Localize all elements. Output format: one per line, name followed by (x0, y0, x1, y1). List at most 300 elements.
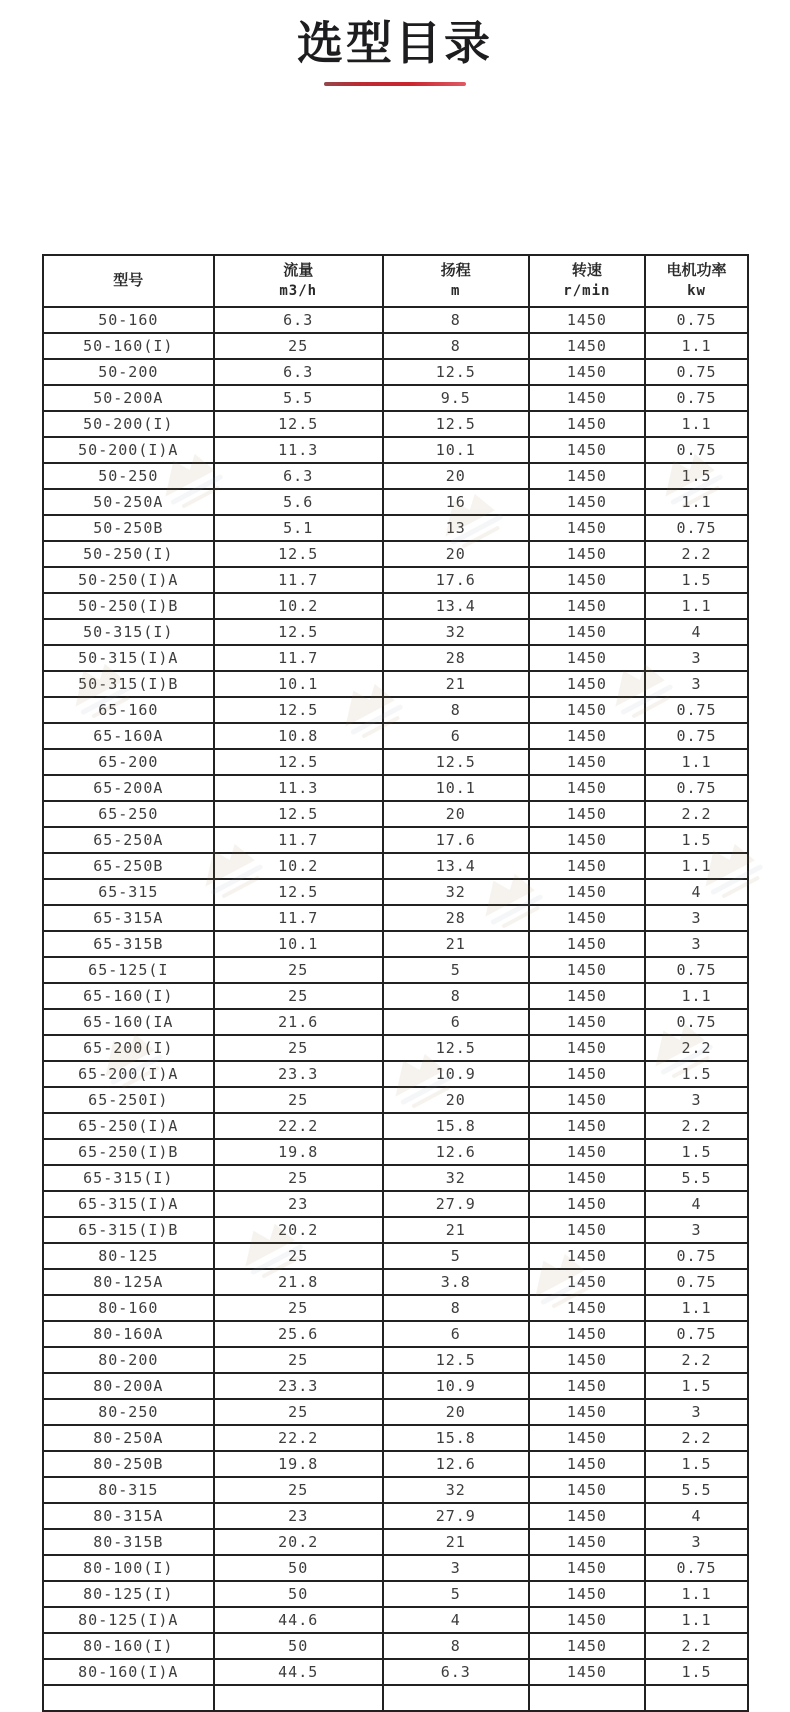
table-row (43, 1477, 748, 1503)
model-cell: 65-125(I (43, 957, 214, 983)
power-cell: 3 (645, 931, 748, 957)
model-cell: 80-125(I)A (43, 1607, 214, 1633)
head-cell: 12.5 (383, 749, 529, 775)
table-header (43, 255, 748, 307)
model-cell: 80-250A (43, 1425, 214, 1451)
table-row (43, 1399, 748, 1425)
head-cell: 20 (383, 1087, 529, 1113)
flow-cell: 6.3 (214, 307, 383, 333)
speed-cell: 1450 (529, 489, 645, 515)
power-cell: 2.2 (645, 1425, 748, 1451)
speed-cell: 1450 (529, 1607, 645, 1633)
speed-cell: 1450 (529, 307, 645, 333)
table-row (43, 1581, 748, 1607)
head-cell: 32 (383, 619, 529, 645)
head-cell: 32 (383, 1477, 529, 1503)
flow-cell: 5.5 (214, 385, 383, 411)
flow-cell (214, 1685, 383, 1711)
model-cell: 80-200A (43, 1373, 214, 1399)
head-cell: 8 (383, 1633, 529, 1659)
column-unit: m3/h (279, 283, 318, 300)
model-cell: 50-315(I) (43, 619, 214, 645)
head-cell: 13.4 (383, 853, 529, 879)
head-cell: 10.1 (383, 775, 529, 801)
speed-cell: 1450 (529, 1581, 645, 1607)
speed-cell: 1450 (529, 1373, 645, 1399)
power-cell: 0.75 (645, 437, 748, 463)
column-label: 型号 (113, 271, 144, 289)
power-cell: 3 (645, 1217, 748, 1243)
table-row (43, 1269, 748, 1295)
flow-cell: 25 (214, 983, 383, 1009)
speed-cell: 1450 (529, 515, 645, 541)
model-cell: 50-200(I)A (43, 437, 214, 463)
power-cell: 4 (645, 619, 748, 645)
flow-cell: 10.2 (214, 853, 383, 879)
table-row (43, 437, 748, 463)
table-row (43, 619, 748, 645)
speed-cell: 1450 (529, 905, 645, 931)
model-cell: 50-200(I) (43, 411, 214, 437)
table-row (43, 463, 748, 489)
speed-cell: 1450 (529, 1321, 645, 1347)
table-row (43, 645, 748, 671)
power-cell: 0.75 (645, 1009, 748, 1035)
speed-cell: 1450 (529, 983, 645, 1009)
flow-cell: 25 (214, 1165, 383, 1191)
head-cell: 12.5 (383, 411, 529, 437)
table-row (43, 1217, 748, 1243)
head-cell: 8 (383, 1295, 529, 1321)
head-cell: 20 (383, 801, 529, 827)
flow-cell: 11.3 (214, 775, 383, 801)
model-cell: 65-315 (43, 879, 214, 905)
flow-cell: 44.5 (214, 1659, 383, 1685)
table-body (43, 307, 748, 1711)
power-cell: 3 (645, 1087, 748, 1113)
speed-cell: 1450 (529, 749, 645, 775)
head-cell: 5 (383, 1581, 529, 1607)
model-cell: 80-250B (43, 1451, 214, 1477)
table-row (43, 1555, 748, 1581)
head-cell: 27.9 (383, 1191, 529, 1217)
model-cell: 65-250 (43, 801, 214, 827)
head-cell: 28 (383, 645, 529, 671)
table-row (43, 1009, 748, 1035)
speed-cell: 1450 (529, 1061, 645, 1087)
flow-cell: 25 (214, 1243, 383, 1269)
flow-cell: 23.3 (214, 1373, 383, 1399)
head-cell: 15.8 (383, 1113, 529, 1139)
flow-cell: 19.8 (214, 1139, 383, 1165)
model-cell: 50-250(I)B (43, 593, 214, 619)
power-cell: 2.2 (645, 801, 748, 827)
model-cell: 65-250(I)B (43, 1139, 214, 1165)
table-row (43, 1347, 748, 1373)
flow-cell: 23.3 (214, 1061, 383, 1087)
table-row (43, 1243, 748, 1269)
power-cell: 4 (645, 1191, 748, 1217)
head-cell: 6 (383, 723, 529, 749)
model-cell: 50-200 (43, 359, 214, 385)
head-cell: 27.9 (383, 1503, 529, 1529)
head-cell: 21 (383, 1529, 529, 1555)
table-row (43, 1529, 748, 1555)
model-cell: 65-250(I)A (43, 1113, 214, 1139)
speed-cell: 1450 (529, 619, 645, 645)
model-cell: 50-200A (43, 385, 214, 411)
model-cell: 65-315B (43, 931, 214, 957)
speed-cell: 1450 (529, 853, 645, 879)
power-cell: 5.5 (645, 1165, 748, 1191)
speed-cell: 1450 (529, 1659, 645, 1685)
power-cell: 1.5 (645, 567, 748, 593)
table-row (43, 359, 748, 385)
power-cell: 1.1 (645, 1581, 748, 1607)
head-cell: 8 (383, 983, 529, 1009)
flow-cell: 5.6 (214, 489, 383, 515)
power-cell: 5.5 (645, 1477, 748, 1503)
table-row (43, 1321, 748, 1347)
model-cell: 65-315(I)B (43, 1217, 214, 1243)
table-row (43, 697, 748, 723)
power-cell: 1.1 (645, 1295, 748, 1321)
speed-cell: 1450 (529, 593, 645, 619)
column-header-speed (529, 255, 645, 307)
flow-cell: 25 (214, 1087, 383, 1113)
head-cell: 8 (383, 697, 529, 723)
flow-cell: 11.7 (214, 827, 383, 853)
model-cell: 65-315(I) (43, 1165, 214, 1191)
speed-cell: 1450 (529, 1555, 645, 1581)
table-row (43, 1035, 748, 1061)
power-cell: 3 (645, 1399, 748, 1425)
speed-cell: 1450 (529, 1633, 645, 1659)
power-cell (645, 1685, 748, 1711)
model-cell: 65-200 (43, 749, 214, 775)
head-cell: 17.6 (383, 827, 529, 853)
power-cell: 1.5 (645, 1451, 748, 1477)
speed-cell: 1450 (529, 1295, 645, 1321)
power-cell: 0.75 (645, 515, 748, 541)
power-cell: 0.75 (645, 1321, 748, 1347)
model-cell: 65-250B (43, 853, 214, 879)
model-cell: 50-160(I) (43, 333, 214, 359)
speed-cell: 1450 (529, 463, 645, 489)
flow-cell: 50 (214, 1633, 383, 1659)
speed-cell: 1450 (529, 801, 645, 827)
head-cell: 12.6 (383, 1139, 529, 1165)
flow-cell: 22.2 (214, 1113, 383, 1139)
power-cell: 1.1 (645, 593, 748, 619)
model-cell: 50-315(I)B (43, 671, 214, 697)
column-header-power (645, 255, 748, 307)
model-cell: 50-160 (43, 307, 214, 333)
head-cell: 5 (383, 957, 529, 983)
power-cell: 0.75 (645, 307, 748, 333)
power-cell: 1.5 (645, 463, 748, 489)
table-row (43, 1425, 748, 1451)
model-cell: 65-315(I)A (43, 1191, 214, 1217)
flow-cell: 25.6 (214, 1321, 383, 1347)
column-header-model (43, 255, 214, 307)
model-cell: 80-160(I)A (43, 1659, 214, 1685)
speed-cell: 1450 (529, 1503, 645, 1529)
power-cell: 4 (645, 1503, 748, 1529)
model-cell: 65-200A (43, 775, 214, 801)
speed-cell: 1450 (529, 645, 645, 671)
head-cell: 13.4 (383, 593, 529, 619)
flow-cell: 10.1 (214, 931, 383, 957)
power-cell: 2.2 (645, 1035, 748, 1061)
flow-cell: 6.3 (214, 463, 383, 489)
model-cell: 80-125 (43, 1243, 214, 1269)
flow-cell: 10.2 (214, 593, 383, 619)
model-cell: 80-250 (43, 1399, 214, 1425)
speed-cell: 1450 (529, 1425, 645, 1451)
table-row (43, 1295, 748, 1321)
model-cell: 50-250 (43, 463, 214, 489)
speed-cell: 1450 (529, 1165, 645, 1191)
head-cell: 17.6 (383, 567, 529, 593)
flow-cell: 25 (214, 957, 383, 983)
speed-cell: 1450 (529, 1243, 645, 1269)
table-row (43, 957, 748, 983)
table-row (43, 801, 748, 827)
table-row (43, 541, 748, 567)
model-cell: 80-125A (43, 1269, 214, 1295)
head-cell: 10.9 (383, 1061, 529, 1087)
table-row (43, 489, 748, 515)
power-cell: 2.2 (645, 1113, 748, 1139)
catalog-page (0, 17, 790, 1681)
flow-cell: 20.2 (214, 1217, 383, 1243)
speed-cell (529, 1685, 645, 1711)
table-row (43, 1191, 748, 1217)
power-cell: 0.75 (645, 1243, 748, 1269)
flow-cell: 23 (214, 1503, 383, 1529)
head-cell: 3.8 (383, 1269, 529, 1295)
table-row (43, 411, 748, 437)
column-header-head (383, 255, 529, 307)
power-cell: 3 (645, 645, 748, 671)
speed-cell: 1450 (529, 333, 645, 359)
power-cell: 1.5 (645, 1373, 748, 1399)
speed-cell: 1450 (529, 541, 645, 567)
model-cell: 80-160(I) (43, 1633, 214, 1659)
head-cell (383, 1685, 529, 1711)
power-cell: 0.75 (645, 385, 748, 411)
head-cell: 9.5 (383, 385, 529, 411)
table-row-clipped (43, 1685, 748, 1711)
head-cell: 15.8 (383, 1425, 529, 1451)
speed-cell: 1450 (529, 775, 645, 801)
power-cell: 1.5 (645, 1061, 748, 1087)
flow-cell: 11.7 (214, 645, 383, 671)
head-cell: 21 (383, 671, 529, 697)
power-cell: 0.75 (645, 359, 748, 385)
table-row (43, 723, 748, 749)
table-row (43, 333, 748, 359)
flow-cell: 12.5 (214, 879, 383, 905)
power-cell: 1.1 (645, 749, 748, 775)
table-row (43, 1087, 748, 1113)
model-cell: 65-200(I) (43, 1035, 214, 1061)
model-cell: 65-315A (43, 905, 214, 931)
model-cell: 80-160A (43, 1321, 214, 1347)
speed-cell: 1450 (529, 1529, 645, 1555)
speed-cell: 1450 (529, 385, 645, 411)
model-cell: 80-315B (43, 1529, 214, 1555)
table-row (43, 905, 748, 931)
head-cell: 21 (383, 931, 529, 957)
model-cell: 65-250A (43, 827, 214, 853)
head-cell: 12.5 (383, 1035, 529, 1061)
speed-cell: 1450 (529, 671, 645, 697)
head-cell: 10.1 (383, 437, 529, 463)
speed-cell: 1450 (529, 411, 645, 437)
selection-table (42, 254, 749, 1712)
power-cell: 0.75 (645, 1269, 748, 1295)
power-cell: 1.5 (645, 1659, 748, 1685)
flow-cell: 11.7 (214, 567, 383, 593)
head-cell: 21 (383, 1217, 529, 1243)
speed-cell: 1450 (529, 1139, 645, 1165)
table-row (43, 853, 748, 879)
speed-cell: 1450 (529, 827, 645, 853)
model-cell: 65-250I) (43, 1087, 214, 1113)
power-cell: 3 (645, 905, 748, 931)
speed-cell: 1450 (529, 1035, 645, 1061)
flow-cell: 10.8 (214, 723, 383, 749)
model-cell: 50-315(I)A (43, 645, 214, 671)
model-cell: 80-315 (43, 1477, 214, 1503)
head-cell: 32 (383, 1165, 529, 1191)
table-row (43, 1139, 748, 1165)
speed-cell: 1450 (529, 1477, 645, 1503)
head-cell: 32 (383, 879, 529, 905)
table-row (43, 593, 748, 619)
table-row (43, 307, 748, 333)
speed-cell: 1450 (529, 1217, 645, 1243)
table-row (43, 775, 748, 801)
column-label: 流量 (283, 261, 314, 279)
flow-cell: 19.8 (214, 1451, 383, 1477)
head-cell: 6.3 (383, 1659, 529, 1685)
head-cell: 20 (383, 1399, 529, 1425)
speed-cell: 1450 (529, 723, 645, 749)
power-cell: 4 (645, 879, 748, 905)
flow-cell: 25 (214, 1399, 383, 1425)
model-cell: 50-250A (43, 489, 214, 515)
flow-cell: 11.3 (214, 437, 383, 463)
column-label: 电机功率 (666, 261, 727, 279)
power-cell: 1.5 (645, 827, 748, 853)
title-underline-accent (324, 82, 466, 86)
table-row (43, 567, 748, 593)
power-cell: 0.75 (645, 723, 748, 749)
head-cell: 8 (383, 307, 529, 333)
flow-cell: 25 (214, 1295, 383, 1321)
speed-cell: 1450 (529, 931, 645, 957)
power-cell: 1.1 (645, 333, 748, 359)
flow-cell: 25 (214, 1477, 383, 1503)
head-cell: 12.5 (383, 1347, 529, 1373)
table-row (43, 671, 748, 697)
flow-cell: 50 (214, 1555, 383, 1581)
column-unit: m (451, 283, 461, 300)
head-cell: 6 (383, 1009, 529, 1035)
speed-cell: 1450 (529, 697, 645, 723)
power-cell: 1.5 (645, 1139, 748, 1165)
table-row (43, 1451, 748, 1477)
model-cell: 50-250(I) (43, 541, 214, 567)
speed-cell: 1450 (529, 1451, 645, 1477)
flow-cell: 25 (214, 1035, 383, 1061)
power-cell: 0.75 (645, 697, 748, 723)
speed-cell: 1450 (529, 1087, 645, 1113)
model-cell: 80-100(I) (43, 1555, 214, 1581)
head-cell: 28 (383, 905, 529, 931)
head-cell: 13 (383, 515, 529, 541)
model-cell: 65-200(I)A (43, 1061, 214, 1087)
flow-cell: 5.1 (214, 515, 383, 541)
flow-cell: 23 (214, 1191, 383, 1217)
table-row (43, 1503, 748, 1529)
table-row (43, 983, 748, 1009)
power-cell: 3 (645, 1529, 748, 1555)
column-header-flow (214, 255, 383, 307)
power-cell: 2.2 (645, 541, 748, 567)
table-row (43, 1373, 748, 1399)
flow-cell: 21.8 (214, 1269, 383, 1295)
column-label: 扬程 (440, 261, 471, 279)
column-unit: kw (687, 283, 706, 300)
power-cell: 0.75 (645, 1555, 748, 1581)
speed-cell: 1450 (529, 1009, 645, 1035)
page-title: 选型目录 (297, 17, 493, 69)
flow-cell: 12.5 (214, 801, 383, 827)
model-cell: 65-160(I) (43, 983, 214, 1009)
column-unit: r/min (563, 283, 611, 300)
selection-table-wrap (42, 254, 749, 1712)
speed-cell: 1450 (529, 437, 645, 463)
flow-cell: 12.5 (214, 749, 383, 775)
power-cell: 0.75 (645, 957, 748, 983)
table-row (43, 879, 748, 905)
table-row (43, 749, 748, 775)
speed-cell: 1450 (529, 359, 645, 385)
flow-cell: 11.7 (214, 905, 383, 931)
model-cell: 80-160 (43, 1295, 214, 1321)
flow-cell: 12.5 (214, 541, 383, 567)
flow-cell: 10.1 (214, 671, 383, 697)
flow-cell: 6.3 (214, 359, 383, 385)
head-cell: 5 (383, 1243, 529, 1269)
power-cell: 1.1 (645, 853, 748, 879)
head-cell: 4 (383, 1607, 529, 1633)
model-cell: 80-315A (43, 1503, 214, 1529)
speed-cell: 1450 (529, 567, 645, 593)
table-row (43, 1659, 748, 1685)
flow-cell: 21.6 (214, 1009, 383, 1035)
head-cell: 8 (383, 333, 529, 359)
flow-cell: 44.6 (214, 1607, 383, 1633)
model-cell: 80-125(I) (43, 1581, 214, 1607)
flow-cell: 20.2 (214, 1529, 383, 1555)
flow-cell: 22.2 (214, 1425, 383, 1451)
column-label: 转速 (571, 261, 602, 279)
